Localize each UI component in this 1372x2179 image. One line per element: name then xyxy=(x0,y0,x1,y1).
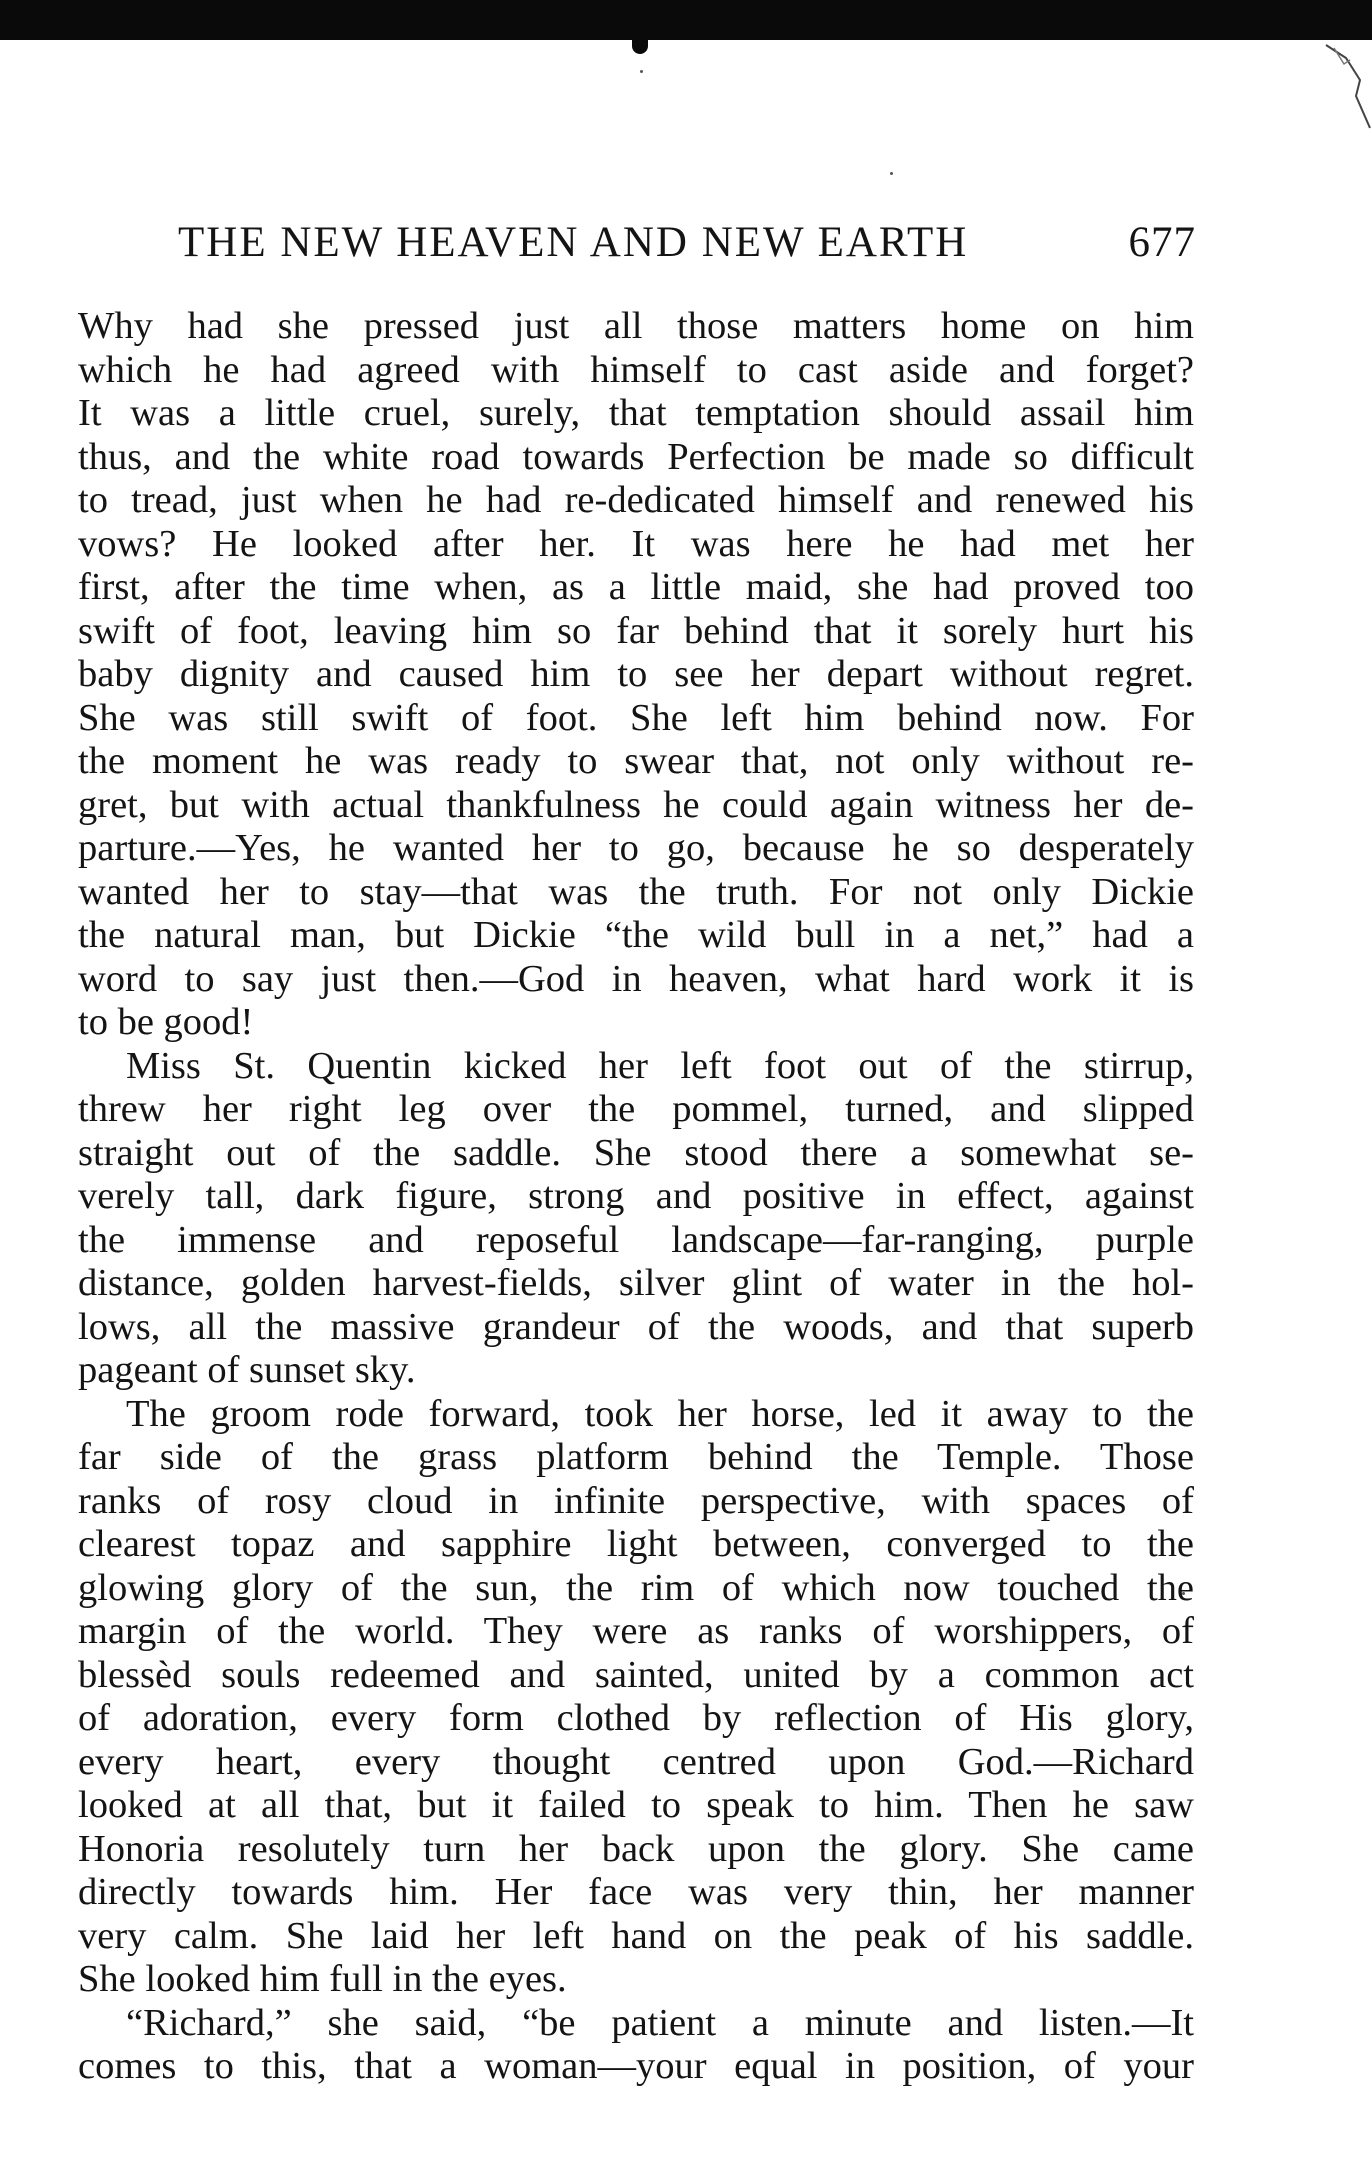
paragraph-start-line: The groom rode forward, took her horse, led it away to the xyxy=(126,1392,1194,1435)
text-line: She was still swift of foot. She left him behind now. For xyxy=(78,696,1194,739)
text-line: ranks of rosy cloud in infinite perspective, with spaces of xyxy=(78,1479,1194,1522)
text-line: baby dignity and caused him to see her depart without regret. xyxy=(78,653,1194,695)
scan-corner-mark xyxy=(1316,40,1372,130)
text-line: vows? He looked after her. It was here he had met her xyxy=(78,522,1194,565)
text-line: far side of the grass platform behind the Temple. Those xyxy=(78,1436,1194,1478)
text-line: threw her right leg over the pommel, turned, and slipped xyxy=(78,1088,1194,1130)
running-header xyxy=(178,218,1196,278)
paragraph-start-line: Miss St. Quentin kicked her left foot out of the stirrup, xyxy=(126,1044,1194,1087)
text-line: parture.—Yes, he wanted her to go, because he so desperately xyxy=(78,827,1194,869)
text-line: thus, and the white road towards Perfection be made so difficult xyxy=(78,435,1194,478)
scan-speck xyxy=(890,172,893,175)
body-text xyxy=(78,305,1194,2089)
text-line: Honoria resolutely turn her back upon the glory. She came xyxy=(78,1827,1194,1870)
paragraph-start-line: “Richard,” she said, “be patient a minute and listen.—It xyxy=(126,2001,1194,2044)
paragraph-end-line: to be good! xyxy=(78,1001,254,1043)
text-line: It was a little cruel, surely, that temptation should assail him xyxy=(78,392,1194,434)
paragraph-end-line: pageant of sunset sky. xyxy=(78,1349,416,1391)
text-line: the natural man, but Dickie “the wild bull in a net,” had a xyxy=(78,914,1194,956)
scan-top-edge xyxy=(0,0,1372,40)
text-line: wanted her to stay—that was the truth. For not only Dickie xyxy=(78,870,1194,913)
text-line: to tread, just when he had re-dedicated himself and renewed his xyxy=(78,479,1194,521)
text-line: looked at all that, but it failed to speak to him. Then he saw xyxy=(78,1784,1194,1826)
text-line: margin of the world. They were as ranks of worshippers, of xyxy=(78,1610,1194,1652)
text-line: first, after the time when, as a little maid, she had proved too xyxy=(78,566,1194,608)
text-line: clearest topaz and sapphire light between, converged to the xyxy=(78,1523,1194,1565)
text-line: the moment he was ready to swear that, not only without re- xyxy=(78,740,1194,782)
text-line: blessèd souls redeemed and sainted, united by a common act xyxy=(78,1653,1194,1696)
text-line: very calm. She laid her left hand on the peak of his saddle. xyxy=(78,1914,1194,1957)
text-line: directly towards him. Her face was very thin, her manner xyxy=(78,1871,1194,1913)
scan-speck xyxy=(640,70,643,73)
text-line: glowing glory of the sun, the rim of which now touched the xyxy=(78,1566,1194,1609)
paragraph-end-line: She looked him full in the eyes. xyxy=(78,1958,567,2000)
text-line: gret, but with actual thankfulness he could again witness her de- xyxy=(78,783,1194,826)
running-title: THE NEW HEAVEN AND NEW EARTH xyxy=(178,219,969,266)
text-line: which he had agreed with himself to cast aside and forget? xyxy=(78,348,1194,391)
text-line: straight out of the saddle. She stood there a somewhat se- xyxy=(78,1131,1194,1174)
text-line: Why had she pressed just all those matters home on him xyxy=(78,305,1194,347)
text-line: every heart, every thought centred upon God.—Richard xyxy=(78,1740,1194,1783)
text-line: of adoration, every form clothed by reflection of His glory, xyxy=(78,1697,1194,1739)
text-line: word to say just then.—God in heaven, what hard work it is xyxy=(78,957,1194,1000)
scan-notch-mark xyxy=(632,30,648,54)
text-line: the immense and reposeful landscape—far-ranging, purple xyxy=(78,1218,1194,1261)
text-line: distance, golden harvest-fields, silver glint of water in the hol- xyxy=(78,1262,1194,1304)
page-number: 677 xyxy=(1128,219,1196,266)
text-line: comes to this, that a woman—your equal in position, of your xyxy=(78,2045,1194,2087)
text-line: swift of foot, leaving him so far behind that it sorely hurt his xyxy=(78,609,1194,652)
text-line: lows, all the massive grandeur of the woods, and that superb xyxy=(78,1305,1194,1348)
text-line: verely tall, dark figure, strong and positive in effect, against xyxy=(78,1175,1194,1217)
